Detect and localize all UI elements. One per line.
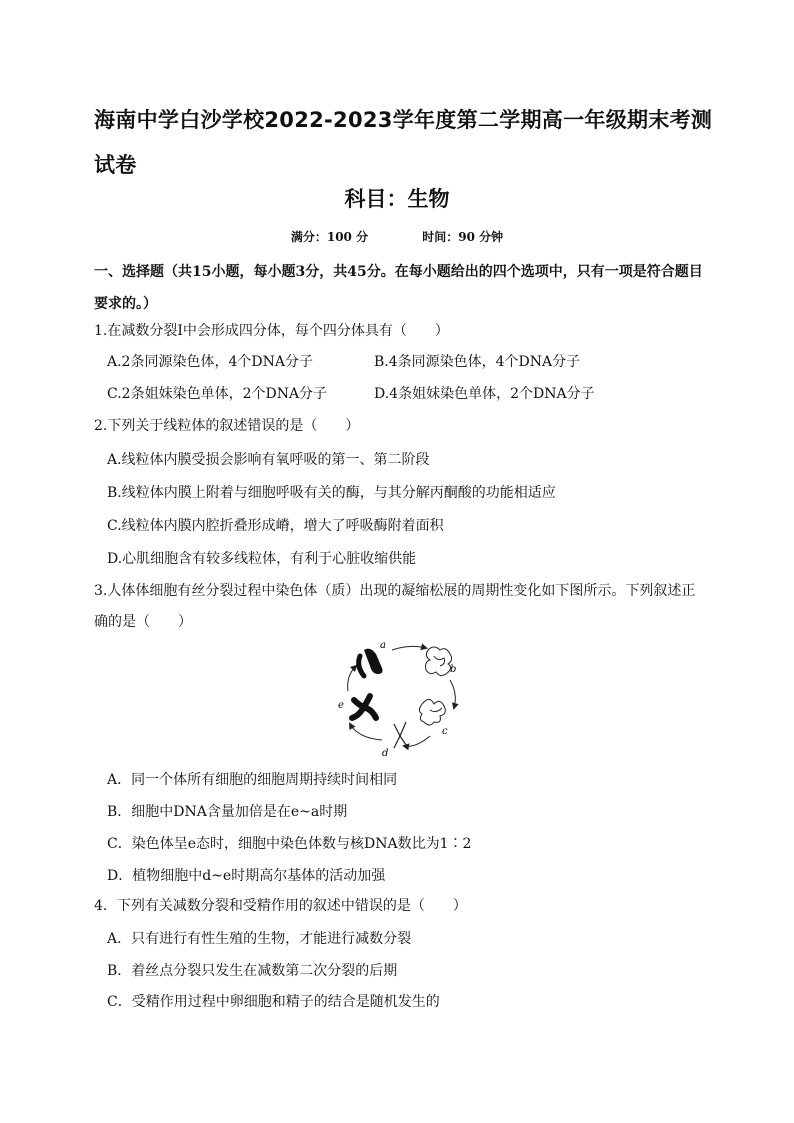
chromosome-stage-e-icon xyxy=(352,696,376,718)
question-4-stem: 4．下列有关减数分裂和受精作用的叙述中错误的是（ ） xyxy=(94,898,467,914)
question-1-option-d: D.4条姐妹染色单体，2个DNA分子 xyxy=(374,386,595,402)
question-3-option-c: C．染色体呈e态时，细胞中染色体数与核DNA数比为1∶2 xyxy=(107,836,472,852)
question-2-option-c: C.线粒体内膜内腔折叠形成嵴，增大了呼吸酶附着面积 xyxy=(107,518,444,534)
exam-meta xyxy=(0,227,794,247)
chromatin-stage-b-icon xyxy=(426,647,452,676)
question-2-stem: 2.下列关于线粒体的叙述错误的是（ ） xyxy=(94,418,360,434)
question-3-option-a: A．同一个体所有细胞的细胞周期持续时间相同 xyxy=(107,772,398,788)
full-score: 满分：100 分 xyxy=(290,230,369,244)
question-1-option-b: B.4条同源染色体，4个DNA分子 xyxy=(374,354,581,370)
question-2-option-b: B.线粒体内膜上附着与细胞呼吸有关的酶，与其分解丙酮酸的功能相适应 xyxy=(107,485,556,501)
question-3-option-b: B．细胞中DNA含量加倍是在e~a时期 xyxy=(107,804,348,820)
figure-label-d: d xyxy=(382,748,389,759)
chromosome-cycle-figure xyxy=(330,636,480,761)
question-1-option-a: A.2条同源染色体，4个DNA分子 xyxy=(107,354,313,370)
question-2-option-d: D.心肌细胞含有较多线粒体，有利于心脏收缩供能 xyxy=(107,551,417,567)
subject-title: 科目：生物 xyxy=(344,187,450,211)
question-3-stem: 3.人体体细胞有丝分裂过程中染色体（质）出现的凝缩松展的周期性变化如下图所示。下列叙述正确的是（ ） xyxy=(94,583,696,630)
chromatin-stage-c-icon xyxy=(419,699,445,725)
chromosome-stage-d-icon xyxy=(394,722,408,748)
question-1-stem: 1.在减数分裂Ⅰ中会形成四分体，每个四分体具有（ ） xyxy=(94,323,449,339)
figure-label-c: c xyxy=(442,726,448,737)
figure-label-e: e xyxy=(338,700,344,711)
exam-title: 海南中学白沙学校2022-2023学年度第二学期高一年级期末考测试卷 xyxy=(94,108,713,177)
question-3-option-d: D．植物细胞中d~e时期高尔基体的活动加强 xyxy=(107,868,386,884)
question-4-option-b: B．着丝点分裂只发生在减数第二次分裂的后期 xyxy=(107,963,398,979)
question-4-option-a: A．只有进行有性生殖的生物，才能进行减数分裂 xyxy=(107,931,412,947)
figure-label-b: b xyxy=(450,664,457,675)
question-1-option-c: C.2条姐妹染色单体，2个DNA分子 xyxy=(107,386,328,402)
question-4-option-c: C．受精作用过程中卵细胞和精子的结合是随机发生的 xyxy=(107,994,440,1010)
exam-time: 时间：90 分钟 xyxy=(422,230,504,244)
section-heading: 一、选择题（共15小题，每小题3分，共45分。在每小题给出的四个选项中，只有一项是符合题目要求的。） xyxy=(94,264,703,312)
figure-label-a: a xyxy=(380,640,386,651)
question-2-option-a: A.线粒体内膜受损会影响有氧呼吸的第一、第二阶段 xyxy=(107,452,430,468)
chromosome-stage-a-icon xyxy=(359,649,383,676)
